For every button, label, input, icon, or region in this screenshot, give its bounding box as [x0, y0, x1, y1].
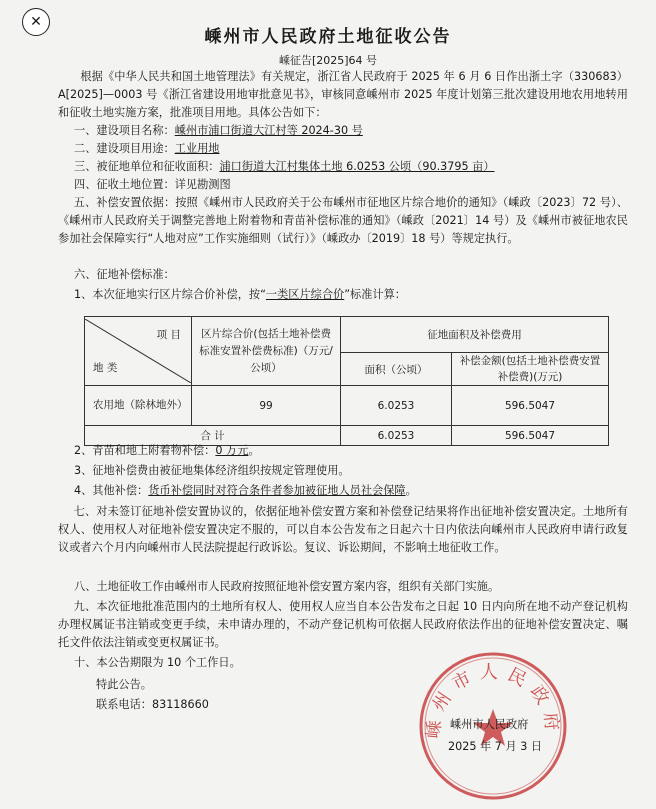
standard-item-1: 1、本次征地实行区片综合价补偿，按“一类区片综合价”标准计算： — [74, 288, 406, 301]
header-price: 区片综合价(包括土地补偿费标准安置补偿费标准)（万元/公顷） — [192, 317, 341, 386]
corner-cell: 项 目 地 类 — [85, 317, 192, 386]
total-label: 合 计 — [85, 426, 341, 446]
item-location: 四、征收土地位置：详见勘测图 — [74, 178, 231, 191]
header-amount: 补偿金额(包括土地补偿费安置补偿费)(万元) — [452, 353, 609, 386]
signature-date: 2025 年 7 月 3 日 — [448, 740, 543, 753]
standard-item-2: 2、青苗和地上附着物补偿：0 万元。 — [74, 444, 260, 457]
item-use: 二、建设项目用途：工业用地 — [74, 142, 220, 155]
signature-org: 嵊州市人民政府 — [450, 718, 529, 731]
row-land-type: 农用地（除林地外） — [85, 386, 192, 426]
total-area: 6.0253 — [341, 426, 452, 446]
closing-text: 特此公告。 — [96, 678, 152, 691]
para-10: 十、本公告期限为 10 个工作日。 — [74, 656, 241, 669]
standard-item-3: 3、征地补偿费由被征地集体经济组织按规定管理使用。 — [74, 464, 350, 477]
table-header-row — [85, 317, 609, 353]
compensation-table — [84, 316, 609, 446]
item-project: 一、建设项目名称：嵊州市浦口街道大江村等 2024-30 号 — [74, 124, 363, 137]
row-price: 99 — [192, 386, 341, 426]
intro-paragraph: 根据《中华人民共和国土地管理法》有关规定，浙江省人民政府于 2025 年 6 月 6 日作出浙土字（330683）A[2025]—0003 号《浙江省建设用地审批意见书》，审核同意嵊州市 2025 年度计划第三批次建设用地农用地转用和征收土地实施方案，批准项目用地。具体公告如下： — [58, 70, 628, 120]
total-amount: 596.5047 — [452, 426, 609, 446]
row-area: 6.0253 — [341, 386, 452, 426]
basis-paragraph: 五、补偿安置依据：按照《嵊州市人民政府关于公布嵊州市征地区片综合地价的通知》（嵊政〔2023〕72 号）、《嵊州市人民政府关于调整完善地上附着物和青苗补偿标准的通知》（嵊政〔2021〕14 号）及《嵊州市被征地农民参加社会保障实行“人地对应”工作实施细则（试行）》（嵊政办〔2019〕18 号）等规定执行。 — [58, 196, 628, 246]
close-icon[interactable]: ✕ — [22, 8, 50, 36]
table-row — [85, 386, 609, 426]
item-unit: 三、被征地单位和征收面积：浦口街道大江村集体土地 6.0253 公顷（90.3795 亩） — [74, 160, 495, 173]
para-9: 九、本次征地批准范围内的土地所有权人、使用权人应当自本公告发布之日起 10 日内向所在地不动产登记机构办理权属证书注销或变更手续，未申请办理的，不动产登记机构可依据人民政府依法作出的征地补偿安置决定、嘱托文件依法注销或变更权属证书。 — [58, 600, 628, 650]
para-7: 七、对未签订征地补偿安置协议的，依据征地补偿安置方案和补偿登记结果将作出征地补偿安置决定。土地所有权人、使用权人对征地补偿安置决定不服的，可以自本公告发布之日起六十日内依法向嵊州市人民政府申请行政复议或者六个月内向嵊州市人民法院提起行政诉讼。复议、诉讼期间，不影响土地征收工作。 — [58, 505, 628, 555]
standard-heading: 六、征地补偿标准： — [74, 268, 175, 281]
document-title: 嵊州市人民政府土地征收公告 — [204, 27, 452, 47]
svg-text:嵊州市人民政府: 嵊州市人民政府 — [423, 662, 563, 740]
para-8: 八、土地征收工作由嵊州市人民政府按照征地补偿安置方案内容，组织有关部门实施。 — [74, 580, 500, 593]
contact-phone: 联系电话：83118660 — [96, 698, 209, 711]
header-group: 征地面积及补偿费用 — [341, 317, 609, 353]
header-area: 面积（公顷） — [341, 353, 452, 386]
document-number: 嵊征告[2025]64 号 — [278, 54, 378, 67]
row-amount: 596.5047 — [452, 386, 609, 426]
standard-item-4: 4、其他补偿：货币补偿同时对符合条件者参加被征地人员社会保障。 — [74, 484, 417, 497]
